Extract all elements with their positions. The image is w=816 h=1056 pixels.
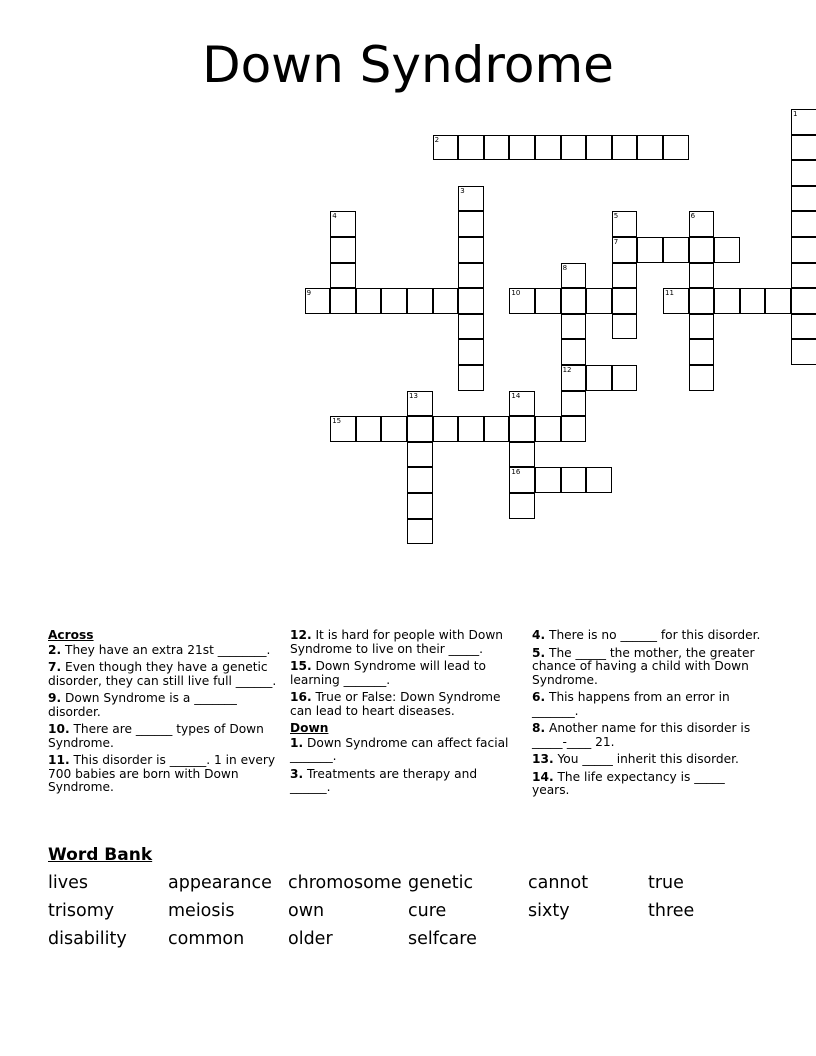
clue-number-label: 10. [48, 722, 70, 736]
crossword-cell[interactable] [330, 237, 356, 263]
crossword-cell[interactable] [561, 467, 587, 493]
crossword-cell[interactable] [612, 211, 638, 237]
clue-text: This disorder is ______. 1 in every 700 babies are born with Down Syndrome. [48, 753, 276, 794]
crossword-cell[interactable] [612, 237, 638, 263]
clue-number-label: 15. [290, 659, 312, 673]
across-heading: Across [48, 628, 94, 642]
crossword-cell[interactable] [689, 339, 715, 365]
crossword-cell[interactable] [586, 135, 612, 161]
word-bank-word: own [288, 901, 325, 921]
clue [290, 737, 520, 764]
clue-number: 16 [511, 468, 521, 477]
crossword-cell[interactable] [509, 391, 535, 417]
crossword-cell[interactable] [689, 211, 715, 237]
crossword-cell[interactable] [561, 339, 587, 365]
clue-number-label: 5. [532, 645, 546, 660]
clue-number: 1 [793, 110, 798, 118]
page-title: Down Syndrome [202, 36, 614, 94]
crossword-cell[interactable] [791, 237, 816, 263]
crossword-cell[interactable] [791, 135, 816, 161]
crossword-cell[interactable] [407, 467, 433, 493]
clue [290, 768, 520, 795]
crossword-cell[interactable] [740, 288, 766, 314]
crossword-cell[interactable] [535, 467, 561, 493]
clue-number: 10 [511, 289, 521, 298]
crossword-cell[interactable] [586, 467, 612, 493]
crossword-cell[interactable] [356, 416, 382, 442]
word-bank-word: meiosis [168, 901, 235, 921]
clue-number: 13 [409, 391, 418, 400]
clue-number: 3 [460, 186, 465, 195]
crossword-cell[interactable] [535, 135, 561, 161]
crossword-cell[interactable] [791, 339, 816, 365]
clue-text: Even though they have a genetic disorder, they can still live full ______. [48, 660, 277, 688]
crossword-cell[interactable] [484, 416, 510, 442]
word-bank-word: true [648, 873, 684, 893]
clue [290, 629, 520, 656]
crossword-cell[interactable] [330, 288, 356, 314]
crossword-cell[interactable] [458, 365, 484, 391]
crossword-cell[interactable] [407, 391, 433, 417]
clue-number-label: 9. [48, 691, 62, 705]
clue-number: 12 [562, 366, 572, 374]
clue-number-label: 16. [290, 690, 312, 704]
clue-number-label: 11. [48, 753, 70, 767]
clue [532, 691, 762, 718]
crossword-cell[interactable] [407, 493, 433, 519]
crossword-cell[interactable] [791, 109, 816, 135]
crossword-cell[interactable] [663, 237, 689, 263]
crossword-cell[interactable] [791, 314, 816, 340]
clue-number: 9 [306, 289, 312, 298]
clue-number: 14 [511, 391, 521, 400]
clue-text: You _____ inherit this disorder. [553, 752, 739, 766]
crossword-cell[interactable] [433, 135, 459, 161]
word-bank-word: three [648, 901, 695, 921]
clue [290, 660, 520, 687]
crossword-cell[interactable] [509, 288, 535, 314]
word-bank-word: cure [408, 901, 447, 921]
clue-text: They have an extra 21st ________. [61, 642, 271, 657]
word-bank-title: Word Bank [48, 845, 153, 865]
crossword-cell[interactable] [663, 288, 689, 314]
clue [48, 754, 278, 795]
word-bank-word: common [168, 929, 245, 949]
clue-number-label: 7. [48, 660, 62, 674]
clue-number: 5 [613, 212, 619, 221]
crossword-cell[interactable] [561, 314, 587, 340]
clue [48, 661, 278, 688]
clue [532, 722, 762, 749]
crossword-cell[interactable] [509, 442, 535, 468]
clues-column-2 [290, 629, 520, 799]
clue [48, 644, 278, 658]
clue-text: Down Syndrome can affect facial _______. [290, 735, 509, 763]
crossword-cell[interactable] [561, 416, 587, 442]
clue-number-label: 1. [290, 735, 304, 750]
crossword-cell[interactable] [381, 416, 407, 442]
crossword-cell[interactable] [689, 288, 715, 314]
crossword-cell[interactable] [509, 467, 535, 493]
crossword-cell[interactable] [458, 314, 484, 340]
crossword-cell[interactable] [586, 288, 612, 314]
clue-text: Another name for this disorder is _____-____ 21. [532, 721, 751, 749]
crossword-cell[interactable] [791, 288, 816, 314]
crossword-cell[interactable] [663, 135, 689, 161]
crossword-cell[interactable] [458, 186, 484, 212]
crossword-cell[interactable] [458, 237, 484, 263]
word-bank-word: cannot [528, 873, 589, 893]
down-heading: Down [290, 721, 329, 735]
crossword-cell[interactable] [458, 288, 484, 314]
clue [532, 771, 762, 798]
crossword-cell[interactable] [612, 288, 638, 314]
crossword-cell[interactable] [612, 365, 638, 391]
crossword-cell[interactable] [586, 365, 612, 391]
crossword-cell[interactable] [791, 211, 816, 237]
crossword-cell[interactable] [305, 288, 331, 314]
clue-text: The life expectancy is _____ years. [532, 769, 725, 797]
clue-number: 11 [665, 289, 674, 298]
crossword-cell[interactable] [612, 135, 638, 161]
crossword-cell[interactable] [561, 365, 587, 391]
crossword-cell[interactable] [561, 135, 587, 161]
crossword-cell[interactable] [458, 263, 484, 289]
clue-text: The _____ the mother, the greater chance of having a child with Down Syndrome. [532, 645, 755, 687]
word-bank-word: disability [48, 929, 127, 949]
crossword-cell[interactable] [458, 135, 484, 161]
crossword-cell[interactable] [791, 263, 816, 289]
clue [532, 629, 762, 643]
clue-number-label: 14. [532, 769, 554, 784]
crossword-cell[interactable] [765, 288, 791, 314]
clue-number: 8 [562, 263, 568, 272]
clue [532, 647, 762, 688]
clue-text: There are ______ types of Down Syndrome. [48, 722, 264, 750]
clues-column-3 [532, 629, 762, 802]
crossword-cell[interactable] [689, 314, 715, 340]
crossword-cell[interactable] [407, 442, 433, 468]
clue-text: There is no ______ for this disorder. [545, 628, 761, 642]
word-bank-word: selfcare [408, 929, 477, 949]
crossword-cell[interactable] [714, 237, 740, 263]
crossword-cell[interactable] [407, 288, 433, 314]
crossword-cell[interactable] [407, 519, 433, 545]
crossword-cell[interactable] [561, 288, 587, 314]
clue-text: Treatments are therapy and ______. [290, 766, 478, 794]
crossword-cell[interactable] [689, 263, 715, 289]
crossword-cell[interactable] [561, 391, 587, 417]
crossword-cell[interactable] [330, 263, 356, 289]
word-bank-word: lives [48, 873, 88, 893]
clue-text: Down Syndrome will lead to learning _______. [290, 659, 486, 687]
clue-text: Down Syndrome is a _______ disorder. [48, 691, 237, 719]
clue [48, 723, 278, 750]
crossword-cell[interactable] [433, 416, 459, 442]
crossword-cell[interactable] [561, 263, 587, 289]
clue-text: This happens from an error in _______. [532, 690, 730, 718]
crossword-cell[interactable] [689, 365, 715, 391]
word-bank-word: chromosome [288, 873, 402, 893]
clue-number-label: 3. [290, 766, 304, 781]
crossword-cell[interactable] [509, 493, 535, 519]
clue-text: It is hard for people with Down Syndrome to live on their _____. [290, 628, 504, 656]
crossword-cell[interactable] [689, 237, 715, 263]
clue [532, 753, 762, 767]
clue-number-label: 6. [532, 690, 546, 704]
crossword-cell[interactable] [637, 135, 663, 161]
crossword-cell[interactable] [612, 314, 638, 340]
crossword-cell[interactable] [791, 186, 816, 212]
clue-number: 2 [434, 135, 440, 144]
clue-number-label: 12. [290, 628, 312, 642]
crossword-cell[interactable] [458, 211, 484, 237]
clue-number-label: 2. [48, 642, 62, 657]
clue [48, 692, 278, 719]
crossword-cell[interactable] [637, 237, 663, 263]
clues-column-1 [48, 629, 278, 799]
crossword-cell[interactable] [612, 263, 638, 289]
clue-number-label: 8. [532, 721, 546, 735]
crossword-cell[interactable] [330, 211, 356, 237]
crossword-cell[interactable] [433, 288, 459, 314]
crossword-cell[interactable] [509, 135, 535, 161]
crossword-cell[interactable] [714, 288, 740, 314]
crossword-cell[interactable] [509, 416, 535, 442]
clue-number-label: 13. [532, 752, 554, 766]
crossword-cell[interactable] [458, 339, 484, 365]
crossword-cell[interactable] [535, 288, 561, 314]
clue-number-label: 4. [532, 628, 546, 642]
clue [290, 691, 520, 718]
crossword-cell[interactable] [356, 288, 382, 314]
clue-number: 15 [332, 417, 342, 426]
word-bank-word: trisomy [48, 901, 115, 921]
crossword-cell[interactable] [458, 416, 484, 442]
word-bank-word: genetic [408, 873, 474, 893]
crossword-cell[interactable] [407, 416, 433, 442]
word-bank-word: older [288, 929, 333, 949]
clue-number: 4 [332, 212, 337, 221]
clue-number: 7 [613, 238, 619, 246]
crossword-cell[interactable] [330, 416, 356, 442]
clue-number: 6 [690, 212, 696, 221]
word-bank-word: appearance [168, 873, 272, 893]
word-bank-word: sixty [528, 901, 570, 921]
crossword-cell[interactable] [484, 135, 510, 161]
crossword-cell[interactable] [381, 288, 407, 314]
crossword-cell[interactable] [535, 416, 561, 442]
clue-text: True or False: Down Syndrome can lead to heart diseases. [290, 690, 501, 718]
crossword-cell[interactable] [791, 160, 816, 186]
